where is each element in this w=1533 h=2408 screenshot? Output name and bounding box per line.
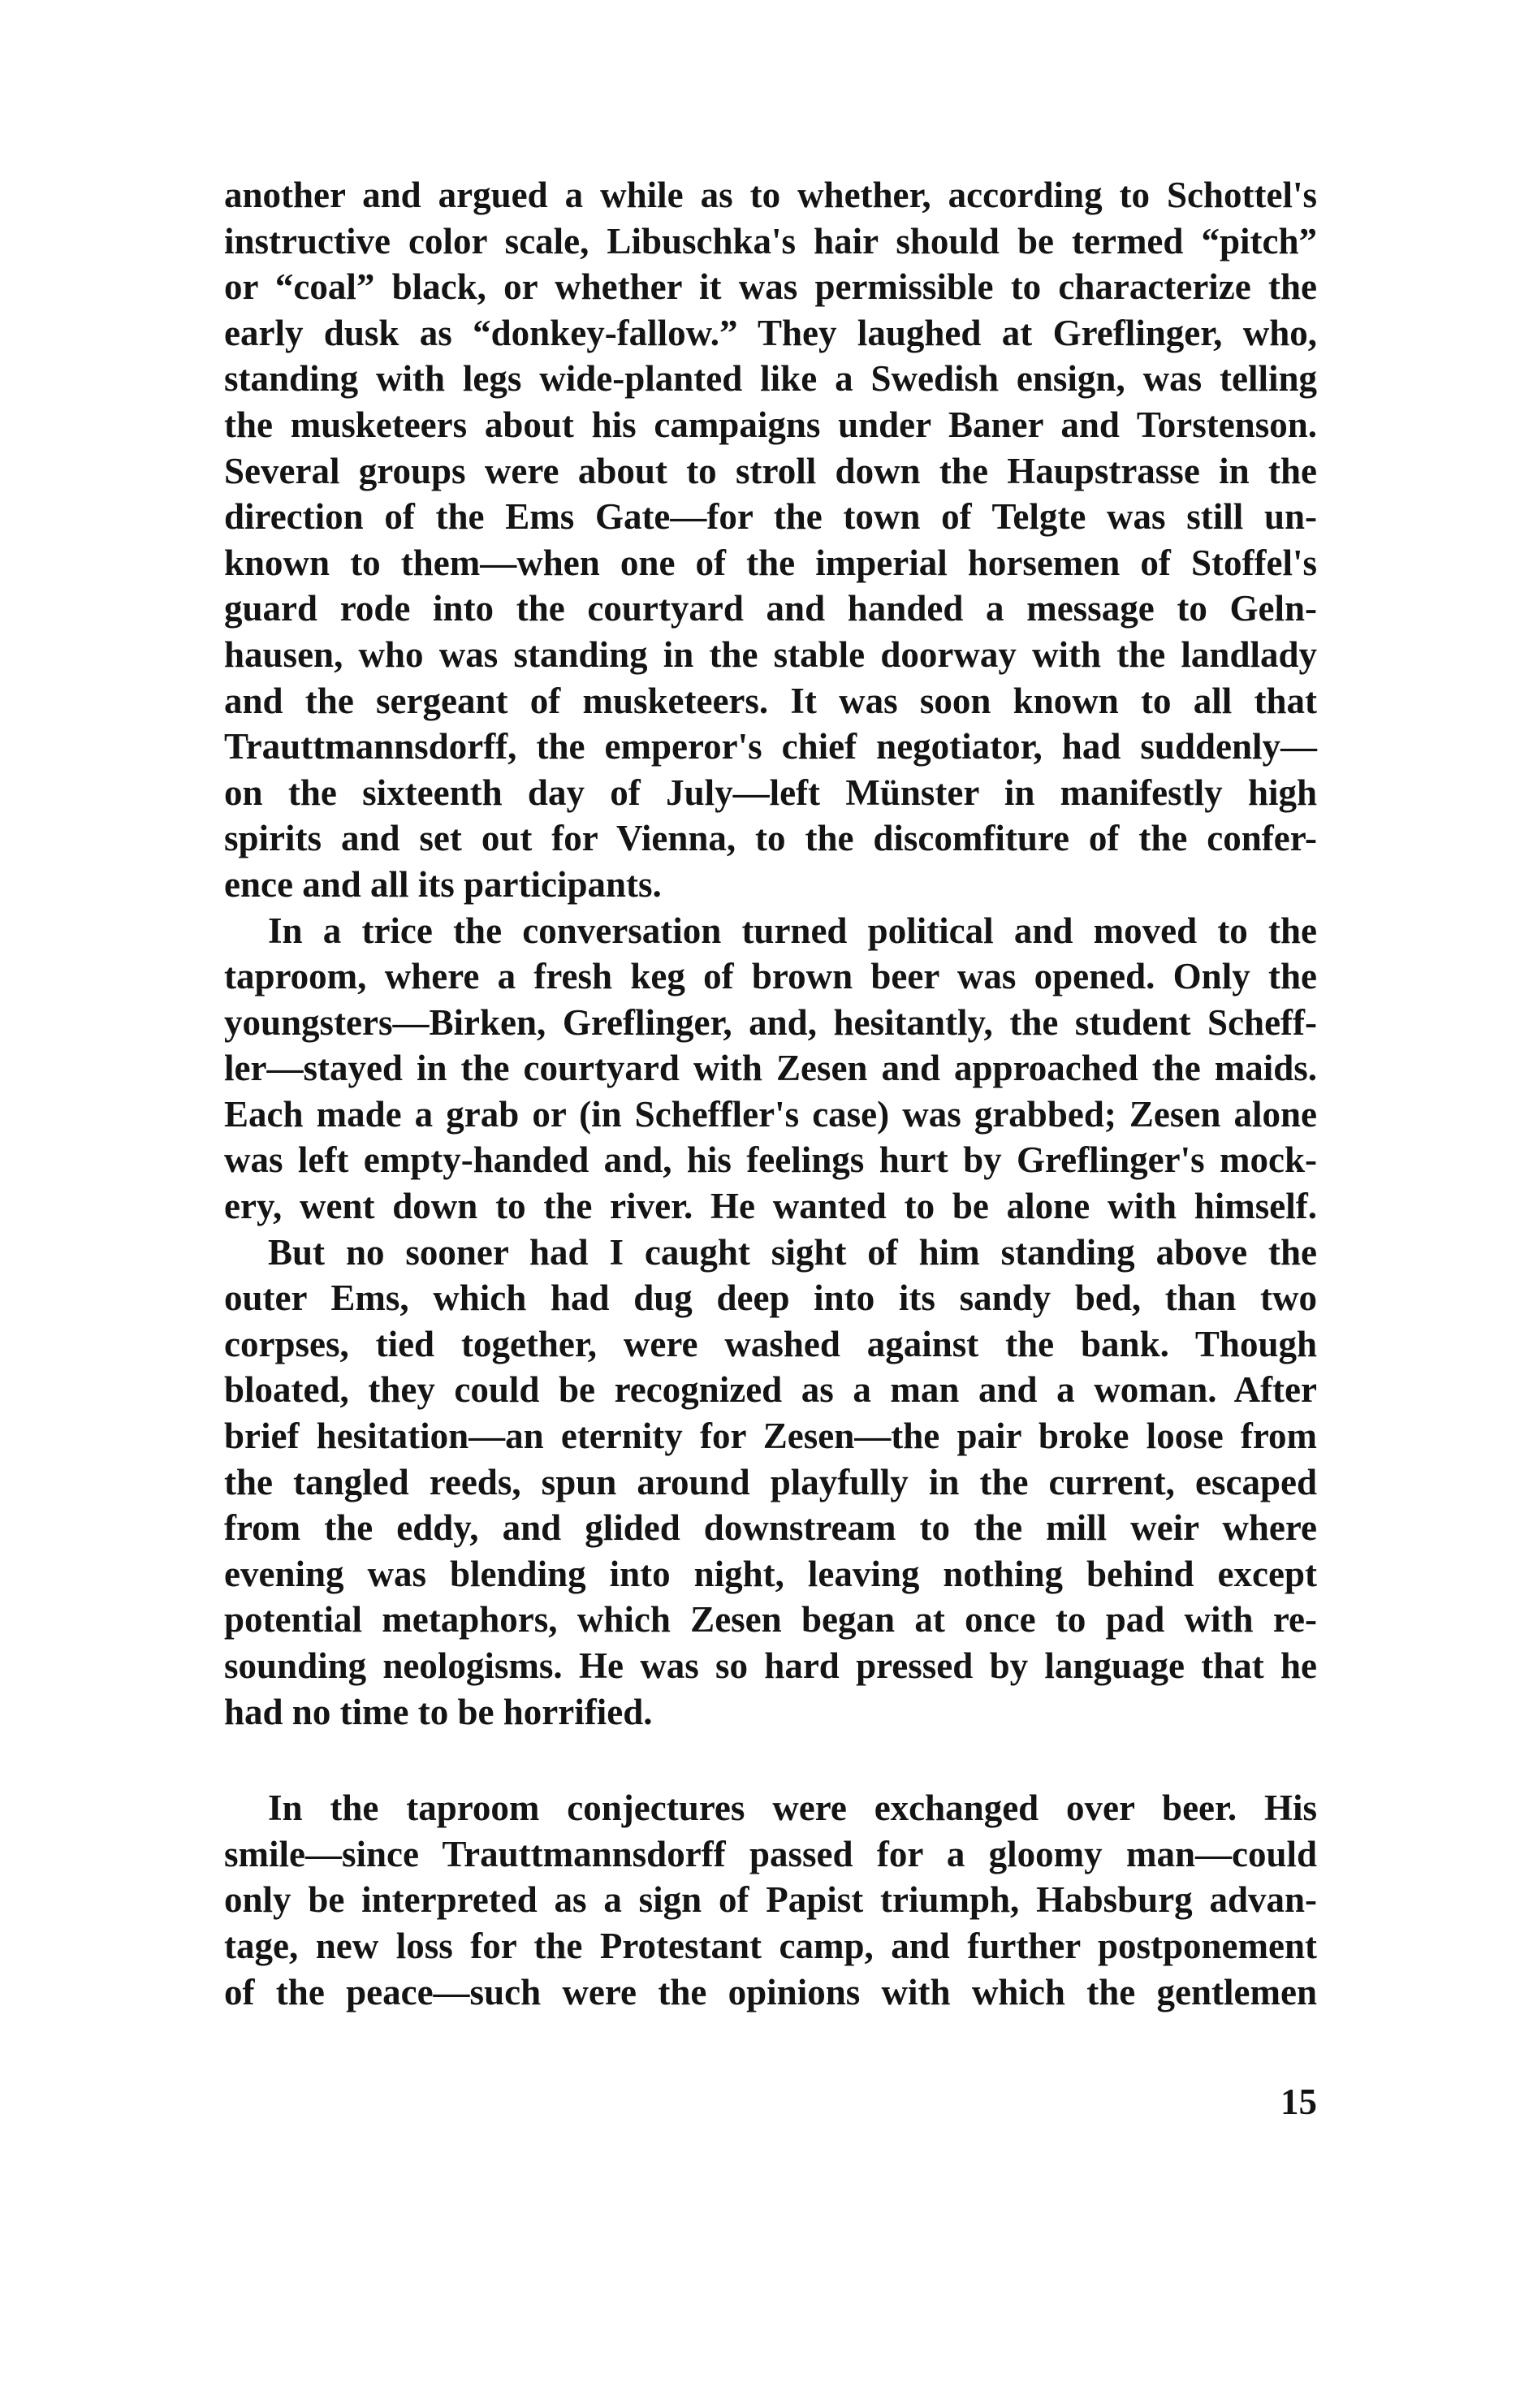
text-line: corpses, tied together, were washed against the bank. Though	[224, 1323, 1317, 1364]
text-line: early dusk as “donkey-fallow.” They laughed at Greflinger, who,	[224, 312, 1317, 353]
text-line: of the peace—such were the opinions with which the gentlemen	[224, 1971, 1317, 2012]
paragraph	[224, 908, 1317, 1230]
text-line: and the sergeant of musketeers. It was soon known to all that	[224, 680, 1317, 721]
page-number: 15	[1280, 2082, 1317, 2122]
section-break	[224, 1735, 1317, 1785]
text-line: or “coal” black, or whether it was permissible to characterize the	[224, 266, 1317, 308]
text-line: bloated, they could be recognized as a man and a woman. After	[224, 1369, 1317, 1411]
text-line: hausen, who was standing in the stable doorway with the landlady	[224, 633, 1317, 675]
text-line: Each made a grab or (in Scheffler's case) was grabbed; Zesen alone	[224, 1093, 1317, 1135]
text-line: had no time to be horrified.	[224, 1691, 653, 1732]
text-line: Several groups were about to stroll down the Haupstrasse in the	[224, 450, 1317, 491]
text-line: from the eddy, and glided downstream to the mill weir where	[224, 1507, 1317, 1549]
text-line: Trauttmannsdorff, the emperor's chief negotiator, had suddenly—	[224, 726, 1317, 767]
body-text	[224, 172, 1317, 2015]
text-line: ler—stayed in the courtyard with Zesen and approached the maids.	[224, 1048, 1317, 1089]
text-line: known to them—when one of the imperial horsemen of Stoffel's	[224, 542, 1317, 583]
text-line: sounding neologisms. He was so hard pressed by language that he	[224, 1645, 1317, 1686]
text-line: only be interpreted as a sign of Papist triumph, Habsburg advan-	[224, 1879, 1317, 1921]
text-line: brief hesitation—an eternity for Zesen—the pair broke loose from	[224, 1416, 1317, 1457]
text-line: potential metaphors, which Zesen began at once to pad with re-	[224, 1599, 1317, 1641]
text-line: the tangled reeds, spun around playfully in the current, escaped	[224, 1461, 1317, 1502]
text-line: ery, went down to the river. He wanted to be alone with himself.	[224, 1186, 1317, 1227]
text-line: youngsters—Birken, Greflinger, and, hesitantly, the student Scheff-	[224, 1001, 1317, 1043]
text-line: spirits and set out for Vienna, to the discomfiture of the confer-	[224, 818, 1317, 859]
text-line: tage, new loss for the Protestant camp, and further postponement	[224, 1925, 1317, 1966]
text-line: on the sixteenth day of July—left Münster in manifestly high	[224, 772, 1317, 813]
text-line: was left empty-handed and, his feelings hurt by Greflinger's mock-	[224, 1139, 1317, 1181]
text-line: standing with legs wide-planted like a Swedish ensign, was telling	[224, 358, 1317, 400]
paragraph	[224, 1230, 1317, 1736]
text-line: evening was blending into night, leaving nothing behind except	[224, 1553, 1317, 1594]
text-line: ence and all its participants.	[224, 863, 662, 905]
text-line: In the taproom conjectures were exchanged over beer. His	[268, 1788, 1317, 1829]
text-line: another and argued a while as to whether, according to Schottel's	[224, 175, 1317, 215]
text-line: But no sooner had I caught sight of him standing above the	[268, 1231, 1317, 1273]
text-line: smile—since Trauttmannsdorff passed for a gloomy man—could	[224, 1833, 1317, 1874]
text-line: instructive color scale, Libuschka's hair should be termed “pitch”	[224, 220, 1317, 262]
text-line: outer Ems, which had dug deep into its sandy bed, than two	[224, 1277, 1317, 1319]
text-line: guard rode into the courtyard and handed a message to Geln-	[224, 588, 1317, 629]
paragraph	[224, 1785, 1317, 2015]
text-line: the musketeers about his campaigns under Baner and Torstenson.	[224, 404, 1317, 445]
paragraph	[224, 172, 1317, 908]
text-line: taproom, where a fresh keg of brown beer was opened. Only the	[224, 956, 1317, 997]
text-line: direction of the Ems Gate—for the town of Telgte was still un-	[224, 496, 1317, 538]
text-line: In a trice the conversation turned political and moved to the	[268, 910, 1317, 951]
